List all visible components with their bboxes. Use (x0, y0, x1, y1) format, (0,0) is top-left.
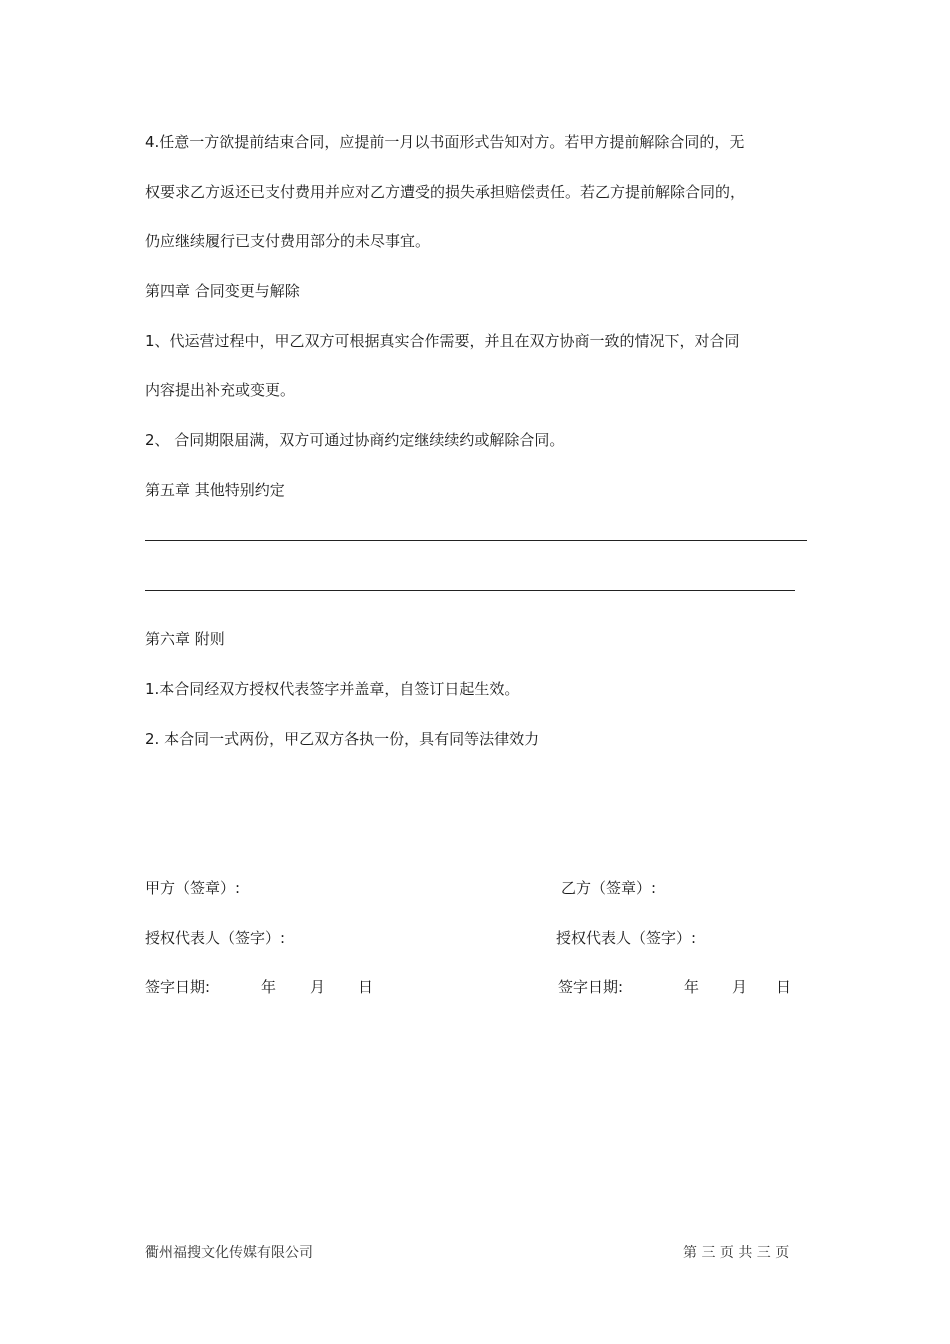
chapter-6-item-1: 1.本合同经双方授权代表签字并盖章，自签订日起生效。 (145, 680, 520, 698)
chapter-4-title: 第四章 合同变更与解除 (145, 282, 300, 300)
footer-company: 衢州福搜文化传媒有限公司 (145, 1245, 313, 1261)
blank-line-1 (145, 540, 807, 541)
date-a-month: 月 (310, 978, 326, 996)
date-a-label: 签字日期: (145, 978, 211, 996)
rep-a-label: 授权代表人（签字）: (145, 929, 286, 947)
party-b-label: 乙方（签章）: (561, 879, 657, 897)
chapter-4-item-1-line-1: 1、代运营过程中，甲乙双方可根据真实合作需要，并且在双方协商一致的情况下，对合同 (145, 332, 740, 350)
date-b-day: 日 (776, 978, 792, 996)
footer-page-info: 第 三 页 共 三 页 (683, 1245, 790, 1261)
date-b-month: 月 (732, 978, 748, 996)
clause-4-line-1: 4.任意一方欲提前结束合同，应提前一月以书面形式告知对方。若甲方提前解除合同的，无 (145, 133, 745, 151)
blank-line-2 (145, 590, 795, 591)
clause-4-line-2: 权要求乙方返还已支付费用并应对乙方遭受的损失承担赔偿责任。若乙方提前解除合同的， (145, 183, 746, 201)
party-a-label: 甲方（签章）: (145, 879, 241, 897)
chapter-4-item-1-line-2: 内容提出补充或变更。 (145, 381, 296, 399)
chapter-6-item-2: 2. 本合同一式两份，甲乙双方各执一份，具有同等法律效力 (145, 730, 540, 748)
chapter-5-title: 第五章 其他特别约定 (145, 481, 285, 499)
rep-b-label: 授权代表人（签字）: (556, 929, 697, 947)
date-b-label: 签字日期: (558, 978, 624, 996)
date-b-year: 年 (684, 978, 700, 996)
chapter-4-item-2: 2、 合同期限届满，双方可通过协商约定继续续约或解除合同。 (145, 431, 565, 449)
chapter-6-title: 第六章 附则 (145, 630, 225, 648)
date-a-year: 年 (261, 978, 277, 996)
date-a-day: 日 (358, 978, 374, 996)
clause-4-line-3: 仍应继续履行已支付费用部分的未尽事宜。 (145, 232, 431, 250)
